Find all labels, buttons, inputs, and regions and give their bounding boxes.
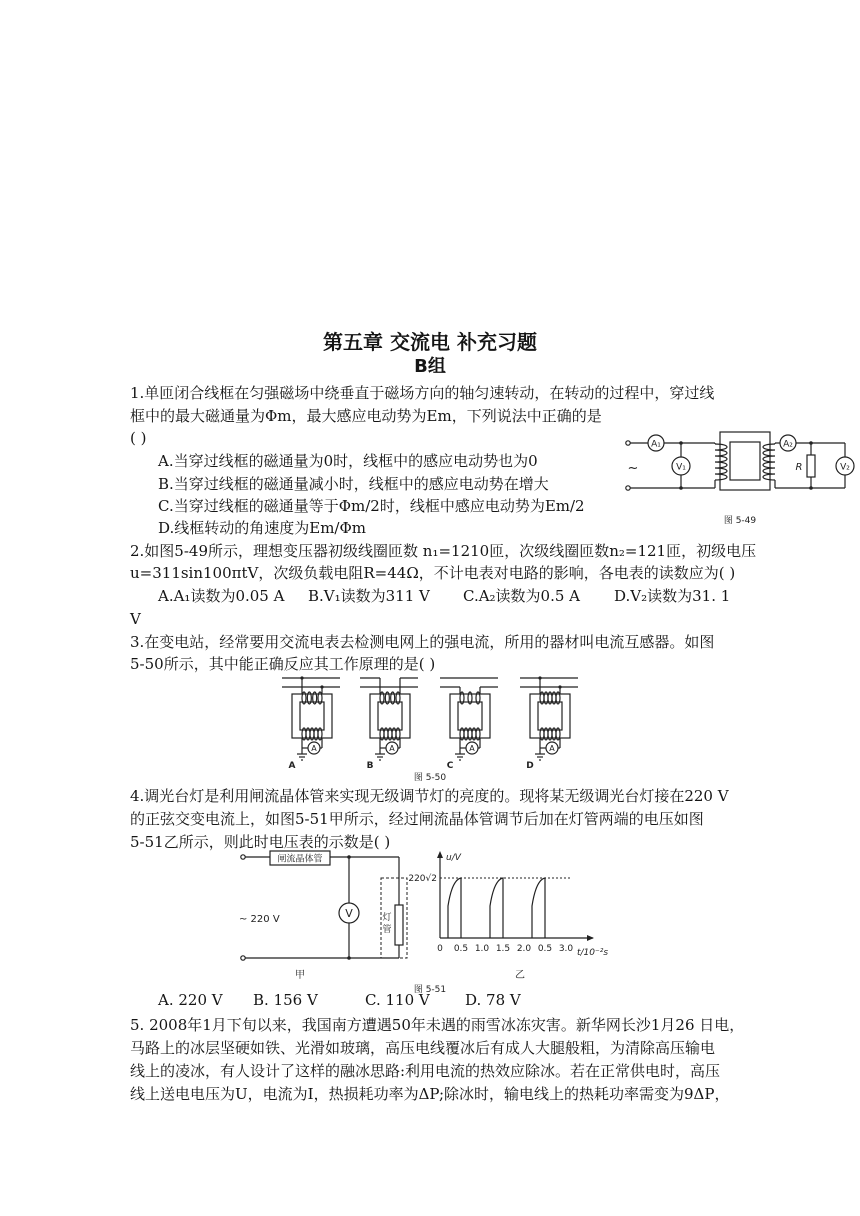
x-tick-label: 0	[437, 944, 443, 954]
ac-source-symbol: ~	[627, 461, 639, 476]
x-tick-label: 1.0	[474, 944, 490, 954]
figure-5-51	[235, 850, 625, 995]
voltage-graph-yi	[408, 851, 608, 981]
q2-option-a: A.A₁读数为0.05 A	[158, 587, 285, 605]
ammeter-label: A	[311, 744, 317, 753]
resistor-label: R	[795, 462, 803, 473]
lamp-label: 灯	[382, 913, 392, 923]
lamp-tube-icon	[395, 905, 403, 945]
x-tick-label: 1.5	[495, 944, 511, 954]
q1-option-c: C.当穿过线框的磁通量等于Φm/2时，线框中感应电动势为Em/2	[158, 497, 585, 515]
transformer-core-inner	[458, 702, 482, 730]
q1-option-a: A.当穿过线框的磁通量为0时，线框中的感应电动势也为0	[158, 452, 538, 470]
x-axis-label: t/10⁻²s	[577, 948, 609, 958]
ammeter-a1-label: A₁	[651, 439, 661, 450]
q1-option-d: D.线框转动的角速度为Em/Φm	[158, 519, 367, 537]
q2-line: 2.如图5-49所示，理想变压器初级线圈匝数 n₁=1210匝，次级线圈匝数n₂=121匝，初级电压	[130, 542, 757, 560]
q4-line: 5-51乙所示，则此时电压表的示数是( )	[130, 833, 391, 851]
transformer-option-a	[282, 676, 340, 771]
q4-line: 的正弦交变电流上，如图5-51甲所示，经过闸流晶体管调节后加在灯管两端的电压如图	[130, 810, 704, 828]
q3-line: 3.在变电站，经常要用交流电表去检测电网上的强电流，所用的器材叫电流互感器。如图	[130, 633, 715, 651]
group-heading: B组	[414, 356, 446, 377]
x-tick-label: 3.0	[558, 944, 574, 954]
junction-dot	[679, 486, 683, 490]
ammeter-label: A	[469, 744, 475, 753]
voltmeter-v2-label: V₂	[840, 462, 850, 473]
primary-coil-icon	[715, 444, 727, 480]
chapter-title: 第五章 交流电 补充习题	[323, 330, 537, 354]
figure-caption: 图 5-50	[413, 773, 447, 783]
q4-option-b: B. 156 V	[253, 991, 318, 1009]
junction-dot	[679, 441, 683, 445]
thyristor-label: 闸流晶体管	[277, 854, 323, 865]
figure-caption: 图 5-49	[723, 516, 757, 526]
q4-option-d: D. 78 V	[465, 991, 521, 1009]
q1-option-b: B.当穿过线框的磁通量减小时，线框中的感应电动势在增大	[158, 475, 549, 493]
q1-line: 1.单匝闭合线框在匀强磁场中绕垂直于磁场方向的轴匀速转动，在转动的过程中，穿过线	[130, 384, 715, 402]
junction-dot	[320, 685, 323, 688]
junction-dot	[558, 685, 561, 688]
transformer-core-outer	[450, 694, 490, 738]
q2-option-b: B.V₁读数为311 V	[308, 587, 430, 605]
x-axis-arrow-icon	[587, 935, 594, 941]
option-label: A	[288, 761, 296, 771]
voltmeter-v1-label: V₁	[676, 462, 686, 473]
transformer-core-inner	[538, 702, 562, 730]
junction-dot	[347, 855, 351, 859]
junction-dot	[809, 486, 813, 490]
ammeter-a2-label: A₂	[783, 439, 793, 450]
q1-line: 框中的最大磁通量为Φm，最大感应电动势为Em，下列说法中正确的是	[130, 407, 602, 425]
q4-option-c: C. 110 V	[365, 991, 430, 1009]
option-label: B	[366, 761, 374, 771]
transformer-core-inner	[730, 442, 760, 480]
q4-line: 4.调光台灯是利用闸流晶体管来实现无级调节灯的亮度的。现将某无级调光台灯接在220 V	[130, 787, 729, 805]
input-terminal-bottom	[241, 956, 245, 960]
q4-option-a: A. 220 V	[158, 991, 223, 1009]
panel-label-jia: 甲	[295, 970, 305, 981]
option-panels	[282, 676, 578, 771]
transformer-core-outer	[530, 694, 570, 738]
transformer-core-inner	[300, 702, 324, 730]
x-tick-label: 2.0	[516, 944, 532, 954]
ac-source-label: ~ 220 V	[239, 914, 280, 925]
ammeter-label: A	[389, 744, 395, 753]
input-terminal-bottom	[626, 486, 630, 490]
resistor-icon	[807, 455, 815, 477]
transformer-core-outer	[720, 432, 770, 490]
junction-dot	[538, 676, 541, 679]
lamp-label: 管	[382, 925, 392, 935]
junction-dot	[300, 676, 303, 679]
voltage-waveform	[448, 878, 545, 938]
option-label: C	[446, 761, 454, 771]
transformer-core-outer	[370, 694, 410, 738]
peak-label: 220√2	[408, 874, 437, 884]
y-axis-label: u/V	[446, 853, 461, 863]
y-axis-arrow-icon	[437, 851, 443, 858]
panel-label-yi: 乙	[515, 970, 525, 981]
q2-option-d-unit: V	[130, 610, 141, 628]
input-terminal-top	[241, 855, 245, 859]
transformer-option-b	[360, 678, 418, 771]
circuit-jia	[239, 851, 407, 981]
x-tick-label: 0.5	[453, 944, 469, 954]
q3-line: 5-50所示，其中能正确反应其工作原理的是( )	[130, 655, 436, 673]
option-label: D	[526, 761, 534, 771]
secondary-coil-icon	[763, 444, 775, 480]
q2-option-c: C.A₂读数为0.5 A	[463, 587, 581, 605]
input-terminal-top	[626, 441, 630, 445]
q2-line: u=311sin100πtV，次级负载电阻R=44Ω，不计电表对电路的影响，各电表的读数应为( )	[130, 564, 736, 582]
junction-dot	[809, 441, 813, 445]
q2-option-d: D.V₂读数为31. 1	[614, 587, 731, 605]
voltmeter-label: V	[345, 907, 353, 920]
figure-5-50-current-transformers	[280, 674, 580, 784]
figure-5-49-transformer-circuit	[623, 430, 855, 530]
transformer-core-inner	[378, 702, 402, 730]
q1-answer-blank: ( )	[130, 429, 147, 447]
transformer-option-c	[440, 678, 498, 771]
transformer-core-outer	[292, 694, 332, 738]
q5-line: 线上的凌冰，有人设计了这样的融冰思路:利用电流的热效应除冰。若在正常供电时，高压	[130, 1062, 721, 1080]
x-tick-label: 0.5	[537, 944, 553, 954]
q5-line: 5. 2008年1月下旬以来，我国南方遭遇50年未遇的雨雪冰冻灾害。新华网长沙1月26 日电，	[130, 1016, 745, 1034]
q5-line: 马路上的冰层坚硬如铁、光滑如玻璃，高压电线覆冰后有成人大腿般粗，为清除高压输电	[130, 1039, 716, 1057]
q5-line: 线上送电电压为U，电流为I，热损耗功率为ΔP;除冰时，输电线上的热耗功率需变为9ΔP，	[130, 1085, 730, 1103]
figure-caption: 图 5-51	[413, 985, 447, 995]
ammeter-label: A	[549, 744, 555, 753]
transformer-option-d	[520, 676, 578, 771]
